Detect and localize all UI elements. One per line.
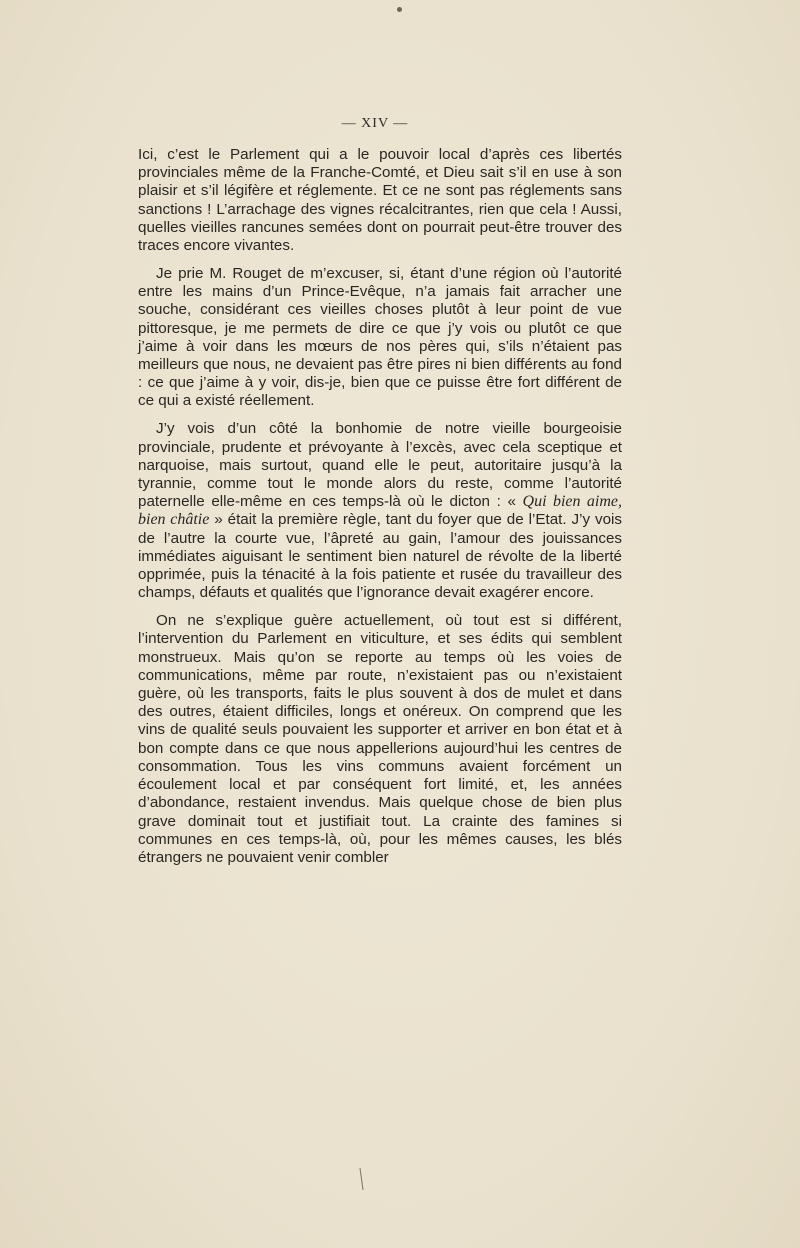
pencil-mark: [359, 1168, 363, 1190]
paragraph-viticulture: On ne s’explique guère actuellement, où tout est si différent, l’intervention du Parlement en viticulture, et ses édits qui semblent monstrueux. Mais qu’on se reporte au temps où les voies de communications, même par route, n’existaient pas ou n’existaient guère, où les transports, faits le plus souvent à dos de mulet et dans des outres, étaient difficiles, longs et onéreux. On comprend que les vins de qualité seuls pouvaient les supporter et arriver en bon état et à bon compte dans ce que nous appellerions aujourd’hui les centres de consommation. Tous les vins communs avaient forcément un écoulement local et par conséquent fort limité, et, les années d’abondance, restaient invendus. Mais quelque chose de bien plus grave dominait tout et justifiait tout. La crainte des famines si communes en ces temps-là, où, pour les mêmes causes, les blés étrangers ne pouvaient venir combler: [138, 612, 622, 866]
paragraph-bourgeoisie-part2: » était la première règle, tant du foyer que de l’Etat. J’y vois de l’autre la courte vue, l’âpreté au gain, l’amour des jouissances immédiates aiguisant le sentiment bien naturel de révolte de la liberté opprimée, puis la ténacité à la fois patiente et rusée du travailleur des champs, défauts et qualités que l’ignorance devait exagérer encore.: [138, 511, 622, 602]
paragraph-bourgeoisie-part1: J’y vois d’un côté la bonhomie de notre vieille bourgeoisie provinciale, prudente et prévoyante à l’excès, avec cela sceptique et narquoise, mais surtout, quand elle le peut, autoritaire jusqu’à la tyrannie, comme tout le monde alors du reste, comme l’autorité paternelle elle-même en ces temps-là où le dicton : «: [138, 420, 622, 511]
print-speck: [397, 7, 402, 12]
page-folio: — XIV —: [341, 116, 409, 131]
body-text: [138, 146, 622, 877]
paragraph-rouget: Je prie M. Rouget de m’excuser, si, étant d’une région où l’autorité entre les mains d’un Prince-Evêque, n’a jamais fait arracher une souche, considérant ces vieilles choses plutôt à leur point de vue pittoresque, je me permets de dire ce que j’y vois ou plutôt ce que j’aime à voir dans les mœurs de nos pères qui, s’ils n’étaient pas meilleurs que nous, ne devaient pas être pires ni bien différents au fond : ce que j’aime à y voir, dis-je, bien que ce puisse être fort différent de ce qui a existé réellement.: [138, 265, 622, 410]
paragraph-bourgeoisie: [138, 420, 622, 602]
paragraph-parlement: Ici, c’est le Parlement qui a le pouvoir local d’après ces libertés provinciales même de la Franche-Comté, et Dieu sait s’il en use à son plaisir et s’il légifère et réglemente. Et ce ne sont pas réglements sans sanctions ! L’arrachage des vignes récalcitrantes, rien que cela ! Aussi, quelles vieilles rancunes semées dont on pourrait peut-être trouver des traces encore vivantes.: [138, 146, 622, 255]
dicton-italic: Qui bien aime, bien châtie: [138, 493, 622, 529]
